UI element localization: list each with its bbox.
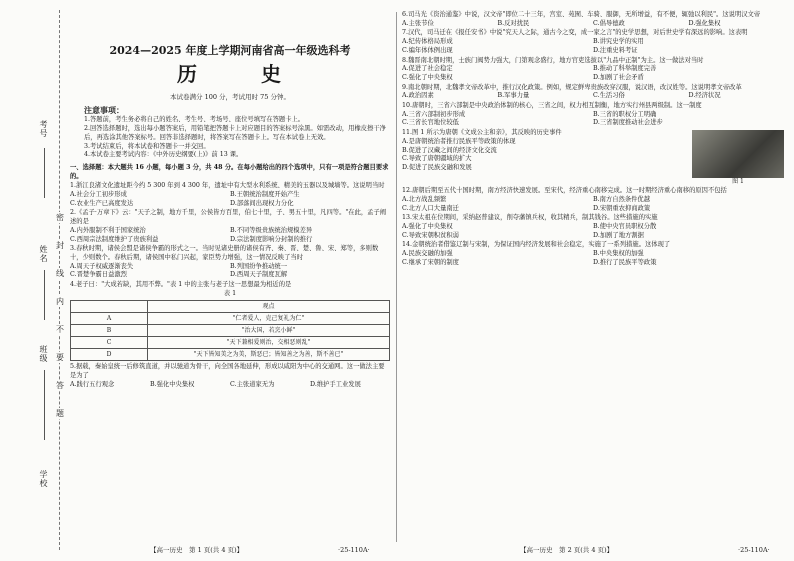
question-11: 11.图 1 所示为唐朝《文成公主和亲》，其反映的历史事件 <box>402 129 562 137</box>
question-13-options <box>402 223 784 232</box>
table-row <box>71 337 390 349</box>
option: C.倡导德政 <box>593 19 625 27</box>
option: C.主张道家无为 <box>230 380 275 388</box>
option: B.三省的职权分工明确 <box>593 110 657 118</box>
option: B.讲究史学的实用 <box>593 38 644 46</box>
option: A.社会分工初步形成 <box>70 191 127 199</box>
table-value: "天下兼相爱则治，交相恶则乱" <box>148 337 390 349</box>
option: A.民族交融的加强 <box>402 250 453 258</box>
option: C.编年体体例出现 <box>402 46 453 54</box>
notice-item: 1.答题前，考生务必将自己的姓名、考生号、考场号、座位号填写在答题卡上。 <box>84 116 305 124</box>
question-14: 14.金朝统治者借鉴辽制与宋制，为保证国内经济发展和社会稳定，实施了一系列措施。这体现了 <box>402 241 671 249</box>
option: A.周天子权威逐渐丧失 <box>70 262 134 270</box>
question-5: 5.据载，秦始皇统一后修筑直道，并以驰道为骨干，向全国各地延伸，形成以咸阳为中心的交通网。这一做法主要是为了 <box>70 363 385 380</box>
option: B.军事力量 <box>497 92 530 100</box>
option: D.西周天子制度瓦解 <box>230 271 288 279</box>
seal-char: 答 <box>56 381 64 390</box>
section-heading: 一、选择题：本大题共 16 小题，每小题 3 分，共 48 分。在每小题给出的四个选项中，只有一项是符合题目要求的。 <box>70 163 389 180</box>
option: D.强化集权 <box>688 19 721 27</box>
option: C.北方人口大量南迁 <box>402 204 459 212</box>
question-8: 8.魏晋南北朝时期，士族门阀势力强大，门第观念盛行，地方官吏选拔以"九品中正制"为主。这一做法对当时 <box>402 56 704 64</box>
notice-item: 2.回答选择题时，选出每小题答案后，用铅笔把答题卡上对应题目的答案标号涂黑。如需改动，用橡皮擦干净后，再选涂其他答案标号。回答非选择题时，将答案写在答题卡上。写在本试卷上无效。 <box>84 125 386 141</box>
option: C.晋楚争霸日益激烈 <box>70 271 127 279</box>
option: D.推行了民族平等政策 <box>593 258 657 266</box>
notice-heading: 注意事项： <box>84 104 124 115</box>
question-13-options-row2 <box>402 232 784 241</box>
question-12-options <box>402 196 784 205</box>
question-8-options-row2 <box>402 74 784 83</box>
option: A.践行五行观念 <box>70 380 115 388</box>
option: B.促进了汉藏之间的经济文化交流 <box>402 146 497 154</box>
figure-1-image <box>692 130 784 186</box>
option: A.北方战乱频繁 <box>402 195 447 203</box>
question-6: 6.司马光《资治通鉴》中说，汉文帝"即位二十三年，宫室、苑囿、车骑、服御，无所增益，有不便，辄弛以利民"。这说明汉文帝 <box>402 11 761 18</box>
option: D.促进了民族交融和发展 <box>402 163 472 171</box>
option: B.列国纷争推动统一 <box>230 262 288 270</box>
option: D.部落间出现权力分化 <box>230 199 294 207</box>
figure-1-caption: 图 1 <box>732 178 744 186</box>
option: D.加剧了地方割据 <box>593 231 644 239</box>
question-7-options <box>402 38 784 47</box>
page-footer-left: 【高一历史 第 1 页(共 4 页)】 <box>150 546 244 554</box>
question-12: 12.唐朝后期至五代十国时期，南方经济快速发展。至宋代，经济重心南移完成。这一时期经济重心南移的原因不包括 <box>402 187 727 195</box>
right-column <box>402 10 784 267</box>
school-label: 学校 <box>39 470 48 488</box>
seal-dashed-line <box>59 10 60 550</box>
table-row <box>71 325 390 337</box>
option: B.反对扰民 <box>497 19 530 27</box>
question-2: 2.《孟子·万章下》云："天子之制，地方千里，公侯皆方百里，伯七十里，子、男五十里，凡四等。"在此，孟子阐述的是 <box>70 209 387 226</box>
seal-char: 要 <box>56 353 64 362</box>
notice-list <box>70 116 390 160</box>
table-header-blank <box>71 301 148 313</box>
name-label: 姓名 <box>39 245 48 263</box>
exam-no-label: 考号 <box>39 120 48 138</box>
option: C.继承了宋朝的制度 <box>402 258 459 266</box>
option: B.王朝统治制度开始产生 <box>230 191 300 199</box>
question-2-options <box>70 227 390 236</box>
page-footer-right: 【高一历史 第 2 页(共 4 页)】 <box>520 546 614 554</box>
option: D.经济状况 <box>688 92 721 100</box>
question-1: 1.浙江良渚文化遗址距今约 5 300 年到 4 300 年，遗址中有大型水利系统、精美的玉器以及城墙等。这说明当时 <box>70 182 385 190</box>
subject-title: 历 史 <box>177 62 303 86</box>
column-divider <box>396 12 397 542</box>
option: A.纪传体格局形成 <box>402 38 453 46</box>
question-12-options-row2 <box>402 205 784 214</box>
question-2-options-row2 <box>70 236 390 245</box>
class-line <box>44 370 45 440</box>
table-header: 观点 <box>148 301 390 313</box>
question-9-options <box>402 92 784 101</box>
question-5-options <box>70 381 390 390</box>
question-1-options-row2 <box>70 200 390 209</box>
exam-no-line <box>44 148 45 198</box>
option: A.是唐朝统治者推行民族平等政策的体现 <box>402 137 516 145</box>
question-4: 4.老子曰："大成若缺，其用不弊。"表 1 中的主张与老子这一思想最为相近的是 <box>70 281 292 289</box>
seal-char: 密 <box>56 213 64 222</box>
question-14-options-row2 <box>402 259 784 268</box>
seal-char: 内 <box>56 297 64 306</box>
option: A.政治因素 <box>402 92 434 100</box>
option: B.不同等级贵族统治规模差异 <box>230 226 313 234</box>
option: D.宋朝重农抑商政策 <box>593 204 651 212</box>
seal-char: 题 <box>56 409 64 418</box>
name-line <box>44 270 45 320</box>
table-value: "仁者爱人，克己复礼为仁" <box>148 313 390 325</box>
question-10: 10.唐朝时，三省六部制是中央政治体制的核心，三省之间，权力相互制衡，地方实行州县两级制。这一制度 <box>402 102 702 110</box>
option: C.导致了唐朝疆域的扩大 <box>402 155 472 163</box>
option: B.强化中央集权 <box>150 380 195 388</box>
option: A.内外服制不利于国家统治 <box>70 226 146 234</box>
table-row <box>71 313 390 325</box>
left-column <box>70 10 390 390</box>
option: A.主张节俭 <box>402 19 434 27</box>
question-3-options-row2 <box>70 271 390 280</box>
option: B.使中央官员职权分散 <box>593 222 657 230</box>
page-code-right: ·25-110A· <box>738 546 770 554</box>
seal-char: 线 <box>56 269 64 278</box>
option: C.导致宋朝积贫积弱 <box>402 231 459 239</box>
option: D.维护手工业发展 <box>310 380 361 388</box>
option: C.西周宗法制度维护了贵族利益 <box>70 235 159 243</box>
table-header-row <box>71 301 390 313</box>
option: B.中央集权的加强 <box>593 250 644 258</box>
table-caption: 表 1 <box>223 289 237 297</box>
exam-title: 2024—2025 年度上学期河南省高一年级选科考 <box>109 44 351 57</box>
question-1-options <box>70 191 390 200</box>
table-value: "治大国，若烹小鲜" <box>148 325 390 337</box>
notice-item: 4.本试卷主要考试内容：《中外历史纲要(上)》前 13 课。 <box>84 151 243 159</box>
option: D.注重史料考证 <box>593 46 638 54</box>
notice-item: 3.考试结束后，将本试卷和答题卡一并交回。 <box>84 142 210 150</box>
question-7-options-row2 <box>402 47 784 56</box>
option: D.三省制度推动社会进步 <box>593 119 663 127</box>
seal-char: 不 <box>56 325 64 334</box>
question-3: 3.春秋时期，诸侯会盟是诸侯争霸的形式之一。当时见诸史册的诸侯有齐、秦、晋、楚、鲁、宋、郑等，多则数十，少则数个。春秋后期，诸侯国中私门兴起，家臣势力增强，这一情况反映了当时 <box>70 245 379 261</box>
question-6-options <box>402 20 784 29</box>
option: C.三省长官地位较低 <box>402 119 459 127</box>
question-7: 7.汉代，司马迁在《报任安书》中说"究天人之际，通古今之变，成一家之言"的史学思想，对后世史学有深远的影响。这表明 <box>402 29 748 37</box>
option: C.强化了中央集权 <box>402 73 453 81</box>
page-code-left: ·25-110A· <box>338 546 370 554</box>
option: A.强化了中央集权 <box>402 222 453 230</box>
option: A.促进了社会稳定 <box>402 65 453 73</box>
option: C.生活习俗 <box>593 92 625 100</box>
option: B.推动了科举制度完善 <box>593 65 657 73</box>
option: C.农业生产已高度发达 <box>70 199 134 207</box>
seal-char: 封 <box>56 241 64 250</box>
question-9: 9.南北朝时期，北魏孝文帝改革中，推行汉化政策。例如，规定鲜卑贵族改穿汉服，说汉语，改汉姓等。这说明孝文帝改革 <box>402 83 742 91</box>
exam-info: 本试卷满分 100 分，考试用时 75 分钟。 <box>170 93 290 101</box>
option: D.宗法制度影响分封制的推行 <box>230 235 313 243</box>
table-key: D <box>71 349 148 361</box>
question-8-options <box>402 65 784 74</box>
table-key: C <box>71 337 148 349</box>
table-row <box>71 349 390 361</box>
question-13: 13.宋太祖在位期间，采纳赵普建议，削夺藩镇兵权，收其精兵，制其钱谷。这些措施的实施 <box>402 214 658 222</box>
table-key: A <box>71 313 148 325</box>
option: D.加剧了社会矛盾 <box>593 73 644 81</box>
option: A.三省六部制初步形成 <box>402 110 466 118</box>
question-10-options-row2 <box>402 119 784 128</box>
question-14-options <box>402 250 784 259</box>
option: B.南方自然条件优越 <box>593 195 651 203</box>
table-key: B <box>71 325 148 337</box>
table-1 <box>70 300 390 361</box>
binding-margin <box>0 0 68 561</box>
table-value: "天下皆知美之为美，斯恶已；皆知善之为善，斯不善已" <box>148 349 390 361</box>
class-label: 班级 <box>39 345 48 363</box>
